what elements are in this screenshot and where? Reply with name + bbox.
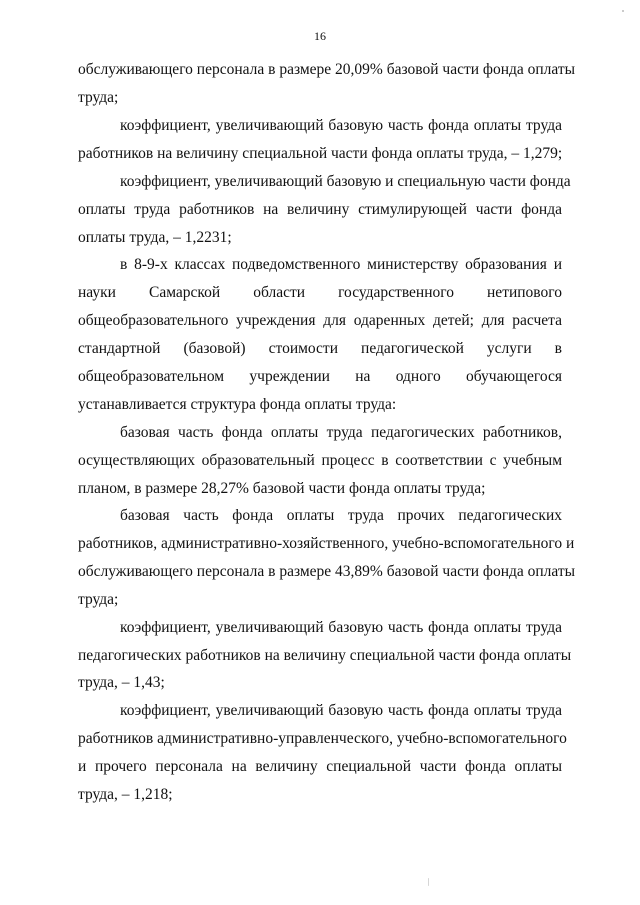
text-line: в 8-9-х классах подведомственного министерству образования и [120, 256, 562, 273]
text-line: устанавливается структура фонда оплаты труда: [78, 396, 397, 413]
scan-speck [622, 10, 624, 12]
text-line: планом, в размере 28,27% базовой части фонда оплаты труда; [78, 480, 486, 497]
text-line: общеобразовательного учреждения для одаренных детей; для расчета [78, 312, 562, 329]
text-line: базовая часть фонда оплаты труда педагогических работников, [120, 424, 562, 441]
text-line: работников административно-управленческого, учебно-вспомогательного [78, 730, 567, 747]
text-line: труда, – 1,43; [78, 674, 165, 691]
text-line: и прочего персонала на величину специальной части фонда оплаты [78, 758, 562, 775]
text-line: коэффициент, увеличивающий базовую часть фонда оплаты труда [120, 702, 562, 719]
text-line: оплаты труда работников на величину стимулирующей части фонда [78, 201, 562, 218]
text-line: коэффициент, увеличивающий базовую часть фонда оплаты труда [120, 619, 562, 636]
text-line: труда, – 1,218; [78, 786, 173, 803]
text-line: стандартной (базовой) стоимости педагогической услуги в [78, 340, 562, 357]
text-line: коэффициент, увеличивающий базовую и специальную части фонда [120, 173, 571, 190]
scan-speck [428, 878, 429, 886]
text-line: общеобразовательном учреждении на одного обучающегося [78, 368, 562, 385]
page-number: 16 [314, 29, 326, 43]
text-line: работников, административно-хозяйственного, учебно-вспомогательного и [78, 535, 575, 552]
text-line: базовая часть фонда оплаты труда прочих педагогических [120, 507, 562, 524]
text-line: осуществляющих образовательный процесс в соответствии с учебным [78, 452, 562, 469]
text-line: оплаты труда, – 1,2231; [78, 229, 232, 246]
text-line: педагогических работников на величину специальной части фонда оплаты [78, 647, 572, 664]
text-line: науки Самарской области государственного нетипового [78, 284, 562, 301]
text-line: обслуживающего персонала в размере 20,09% базовой части фонда оплаты [78, 61, 576, 78]
text-line: труда; [78, 89, 119, 106]
text-line: коэффициент, увеличивающий базовую часть фонда оплаты труда [120, 117, 562, 134]
text-line: труда; [78, 591, 119, 608]
text-line: работников на величину специальной части фонда оплаты труда, – 1,279; [78, 145, 563, 162]
text-line: обслуживающего персонала в размере 43,89% базовой части фонда оплаты [78, 563, 576, 580]
